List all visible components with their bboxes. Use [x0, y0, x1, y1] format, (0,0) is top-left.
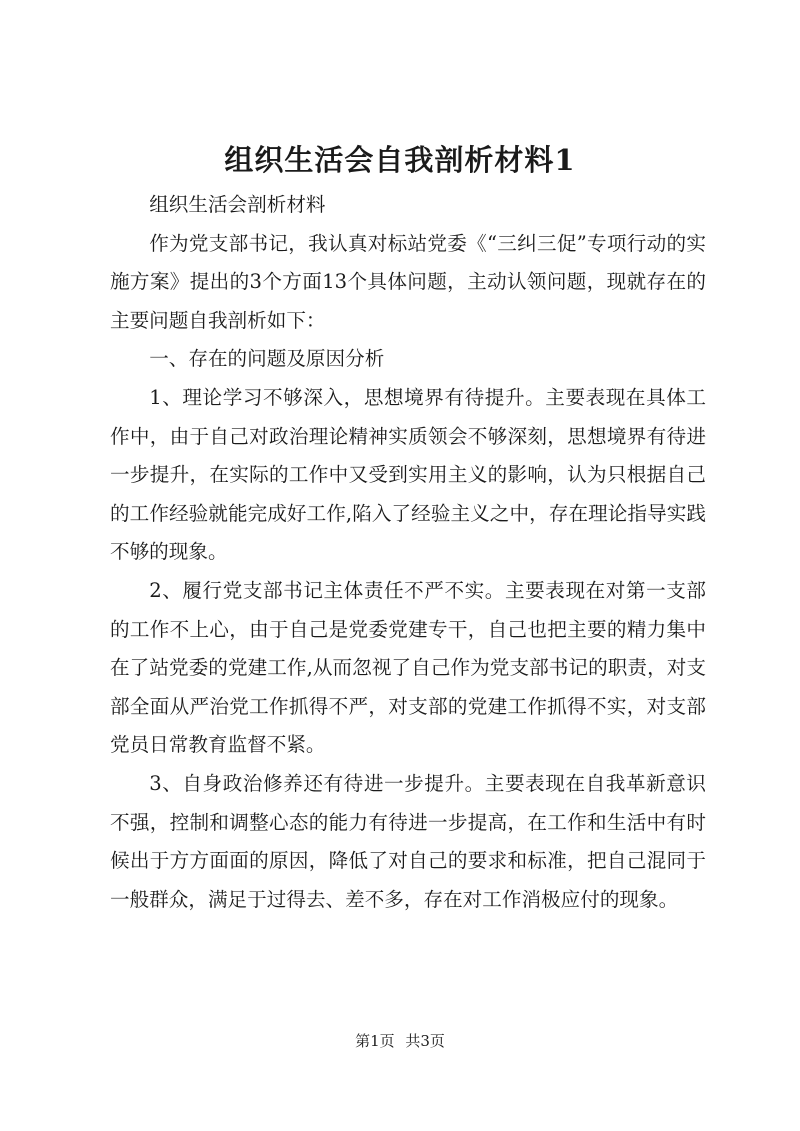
paragraph-item-1: 1、理论学习不够深入，思想境界有待提升。主要表现在具体工作中，由于自己对政治理论精神实质领会不够深刻，思想境界有待进一步提升，在实际的工作中又受到实用主义的影响，认为只根据自己的工作经验就能完成好工作,陷入了经验主义之中，存在理论指导实践不够的现象。: [110, 385, 706, 564]
page-footer: [0, 1030, 800, 1052]
paragraph-intro: 作为党支部书记，我认真对标站党委《“三纠三促”专项行动的实施方案》提出的3个方面13个具体问题，主动认领问题，现就存在的主要问题自我剖析如下：: [110, 231, 706, 332]
paragraph-item-3: 3、自身政治修养还有待进一步提升。主要表现在自我革新意识不强，控制和调整心态的能力有待进一步提高，在工作和生活中有时候出于方方面面的原因，降低了对自己的要求和标准，把自己混同于一般群众，满足于过得去、差不多，存在对工作消极应付的现象。: [110, 771, 706, 911]
document-subtitle: 组织生活会剖析材料: [149, 193, 326, 216]
page-number: 第1页: [355, 1032, 395, 1050]
section-heading: 一、存在的问题及原因分析: [149, 347, 385, 371]
page-total: 共3页: [405, 1032, 445, 1050]
document-body: [110, 186, 706, 919]
paragraph-item-2: 2、履行党支部书记主体责任不严不实。主要表现在对第一支部的工作不上心，由于自己是党委党建专干，自己也把主要的精力集中在了站党委的党建工作,从而忽视了自己作为党支部书记的职责，对支部全面从严治党工作抓得不严，对支部的党建工作抓得不实，对支部党员日常教育监督不紧。: [110, 578, 706, 757]
document-title: 组织生活会自我剖析材料1: [224, 143, 576, 177]
